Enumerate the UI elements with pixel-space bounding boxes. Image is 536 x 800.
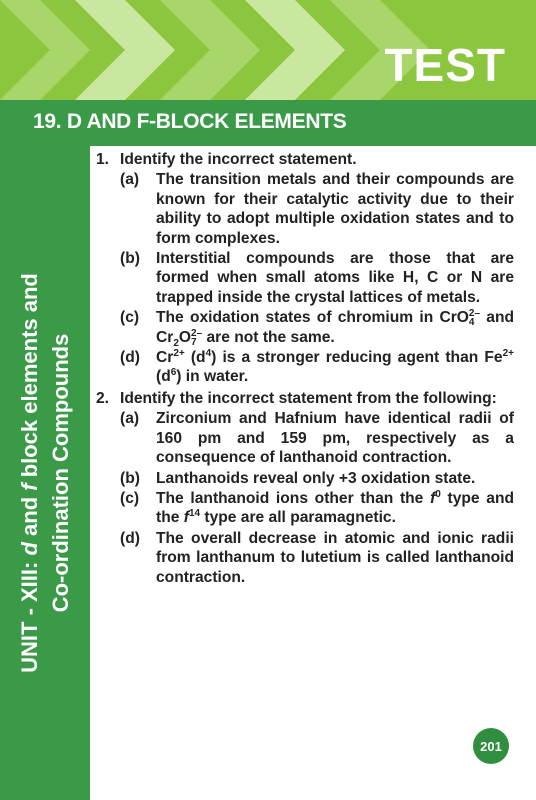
chapter-title: 19. D AND F-BLOCK ELEMENTS: [33, 110, 347, 133]
unit-title-line2: Co-ordination Compounds: [48, 333, 73, 613]
option-2b: [120, 469, 514, 488]
option-text: The oxidation states of chromium in CrO 2– 4 and $Cr_2O$ 2– 7 are not the same.: [156, 308, 515, 349]
option-1c: [120, 308, 514, 347]
option-1d: [120, 348, 514, 387]
question-2: [96, 389, 514, 587]
option-label: (c): [120, 489, 140, 507]
question-text: Identify the incorrect statement from the following:: [120, 389, 497, 407]
option-text: Zirconium and Hafnium have identical radii of 160 pm and 159 pm, respectively as a consequence of lanthanoid contraction.: [156, 410, 514, 467]
option-label: (d): [120, 349, 140, 367]
option-1b: [120, 249, 514, 307]
question-1: [96, 150, 514, 387]
question-number: 1.: [96, 151, 110, 168]
option-label: (a): [120, 410, 140, 428]
option-text: $Cr^{2+}$ $(d^4)$ is a stronger reducing agent than $Fe^{2+}$ $(d^6)$ in water.: [156, 347, 514, 386]
question-number: 2.: [96, 389, 110, 407]
option-label: (c): [120, 309, 140, 327]
option-label: (b): [120, 469, 140, 487]
page-number-badge: 201: [473, 728, 509, 764]
unit-title-text: UNIT - XIII: d and f block elements and: [17, 273, 42, 673]
option-text: Interstitial compounds are those that are formed when small atoms like H, C or N are trapped inside the crystal lattices of metals.: [156, 250, 514, 306]
option-2c: [120, 489, 514, 528]
option-2a: [120, 409, 514, 467]
option-text: The lanthanoid ions other than the $f^0$ type and the $f^{14}$ type are all paramagnetic.: [156, 488, 514, 527]
option-label: (b): [120, 250, 140, 268]
option-label: (a): [120, 171, 140, 189]
question-list: [96, 150, 514, 589]
unit-title-line1: [14, 173, 45, 773]
option-text: Lanthanoids reveal only +3 oxidation state.: [156, 469, 476, 487]
question-text: Identify the incorrect statement.: [120, 151, 357, 168]
option-text: The transition metals and their compounds are known for their catalytic activity due to their ability to adopt multiple oxidation states and to form complexes.: [156, 171, 514, 247]
unit-side-label: [14, 173, 76, 773]
option-2d: [120, 529, 514, 587]
option-1a: [120, 170, 514, 248]
option-text: The overall decrease in atomic and ionic radii from lanthanum to lutetium is called lanthanoid contraction.: [156, 529, 514, 586]
test-badge-title: TEST: [384, 39, 506, 91]
option-label: (d): [120, 529, 140, 547]
